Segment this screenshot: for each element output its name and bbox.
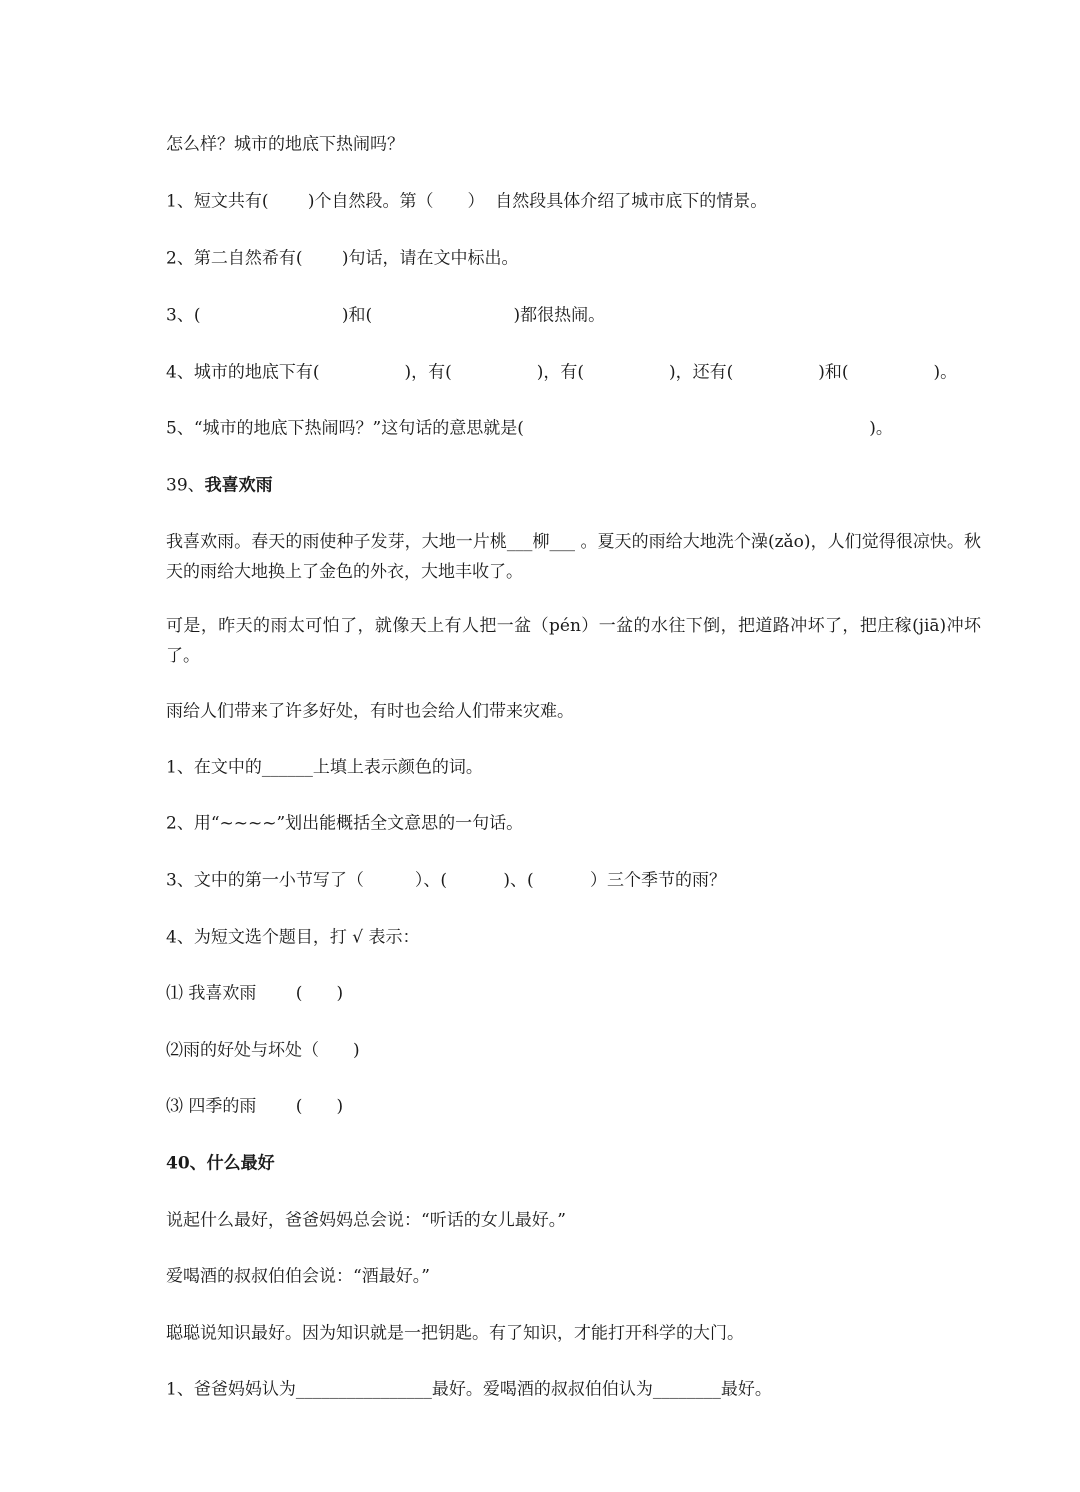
- question-5: 5、“城市的地底下热闹吗？”这句话的意思就是( )。: [166, 418, 893, 439]
- question-3: 3、( )和( )都很热闹。: [166, 305, 606, 326]
- section-39-paragraph-2: 可是，昨天的雨太可怕了，就像天上有人把一盆（pén）一盆的水往下倒，把道路冲坏了，把庄稼(jiā)冲坏了。: [166, 616, 981, 666]
- question-4: 4、城市的地底下有( )，有( )，有( )，还有( )和( )。: [166, 362, 958, 383]
- intro-end-line: 怎么样？城市的地底下热闹吗？: [166, 134, 404, 155]
- section-40-question-1: 1、爸爸妈妈认为________________最好。爱喝酒的叔叔伯伯认为________最好。: [166, 1379, 772, 1400]
- section-39-heading: 我喜欢雨: [204, 475, 273, 496]
- section-40-line-2: 爱喝酒的叔叔伯伯会说：“酒最好。”: [166, 1266, 430, 1287]
- section-39-title: [166, 475, 273, 496]
- section-40-number: 40、: [166, 1153, 207, 1174]
- title-option-3: ⑶ 四季的雨 ( ): [166, 1096, 344, 1117]
- question-1: 1、短文共有( )个自然段。第（ ） 自然段具体介绍了城市底下的情景。: [166, 191, 768, 212]
- title-option-2: ⑵雨的好处与坏处（ ): [166, 1040, 360, 1061]
- section-39-paragraph-3: 雨给人们带来了许多好处，有时也会给人们带来灾难。: [166, 701, 574, 722]
- section-39-paragraph-1: 我喜欢雨。春天的雨使种子发芽，大地一片桃___柳___ 。夏天的雨给大地洗个澡(zǎo)，人们觉得很凉快。秋天的雨给大地换上了金色的外衣，大地丰收了。: [166, 532, 981, 582]
- section-40-title: [166, 1153, 275, 1174]
- title-option-1: ⑴ 我喜欢雨 ( ): [166, 983, 344, 1004]
- section-40-line-3: 聪聪说知识最好。因为知识就是一把钥匙。有了知识，才能打开科学的大门。: [166, 1323, 744, 1344]
- section-39-number: 39、: [166, 475, 205, 496]
- section-39-question-1: 1、在文中的______上填上表示颜色的词。: [166, 757, 483, 778]
- section-39-question-3: 3、文中的第一小节写了（ ）、( )、( ）三个季节的雨？: [166, 870, 727, 891]
- question-2: 2、第二自然希有( )句话，请在文中标出。: [166, 248, 519, 269]
- section-40-heading: 什么最好: [206, 1153, 275, 1174]
- section-40-line-1: 说起什么最好，爸爸妈妈总会说：“听话的女儿最好。”: [166, 1210, 566, 1231]
- section-39-question-4: 4、为短文选个题目，打 √ 表示：: [166, 927, 420, 948]
- section-39-question-2: 2、用“~~~~”划出能概括全文意思的一句话。: [166, 813, 524, 834]
